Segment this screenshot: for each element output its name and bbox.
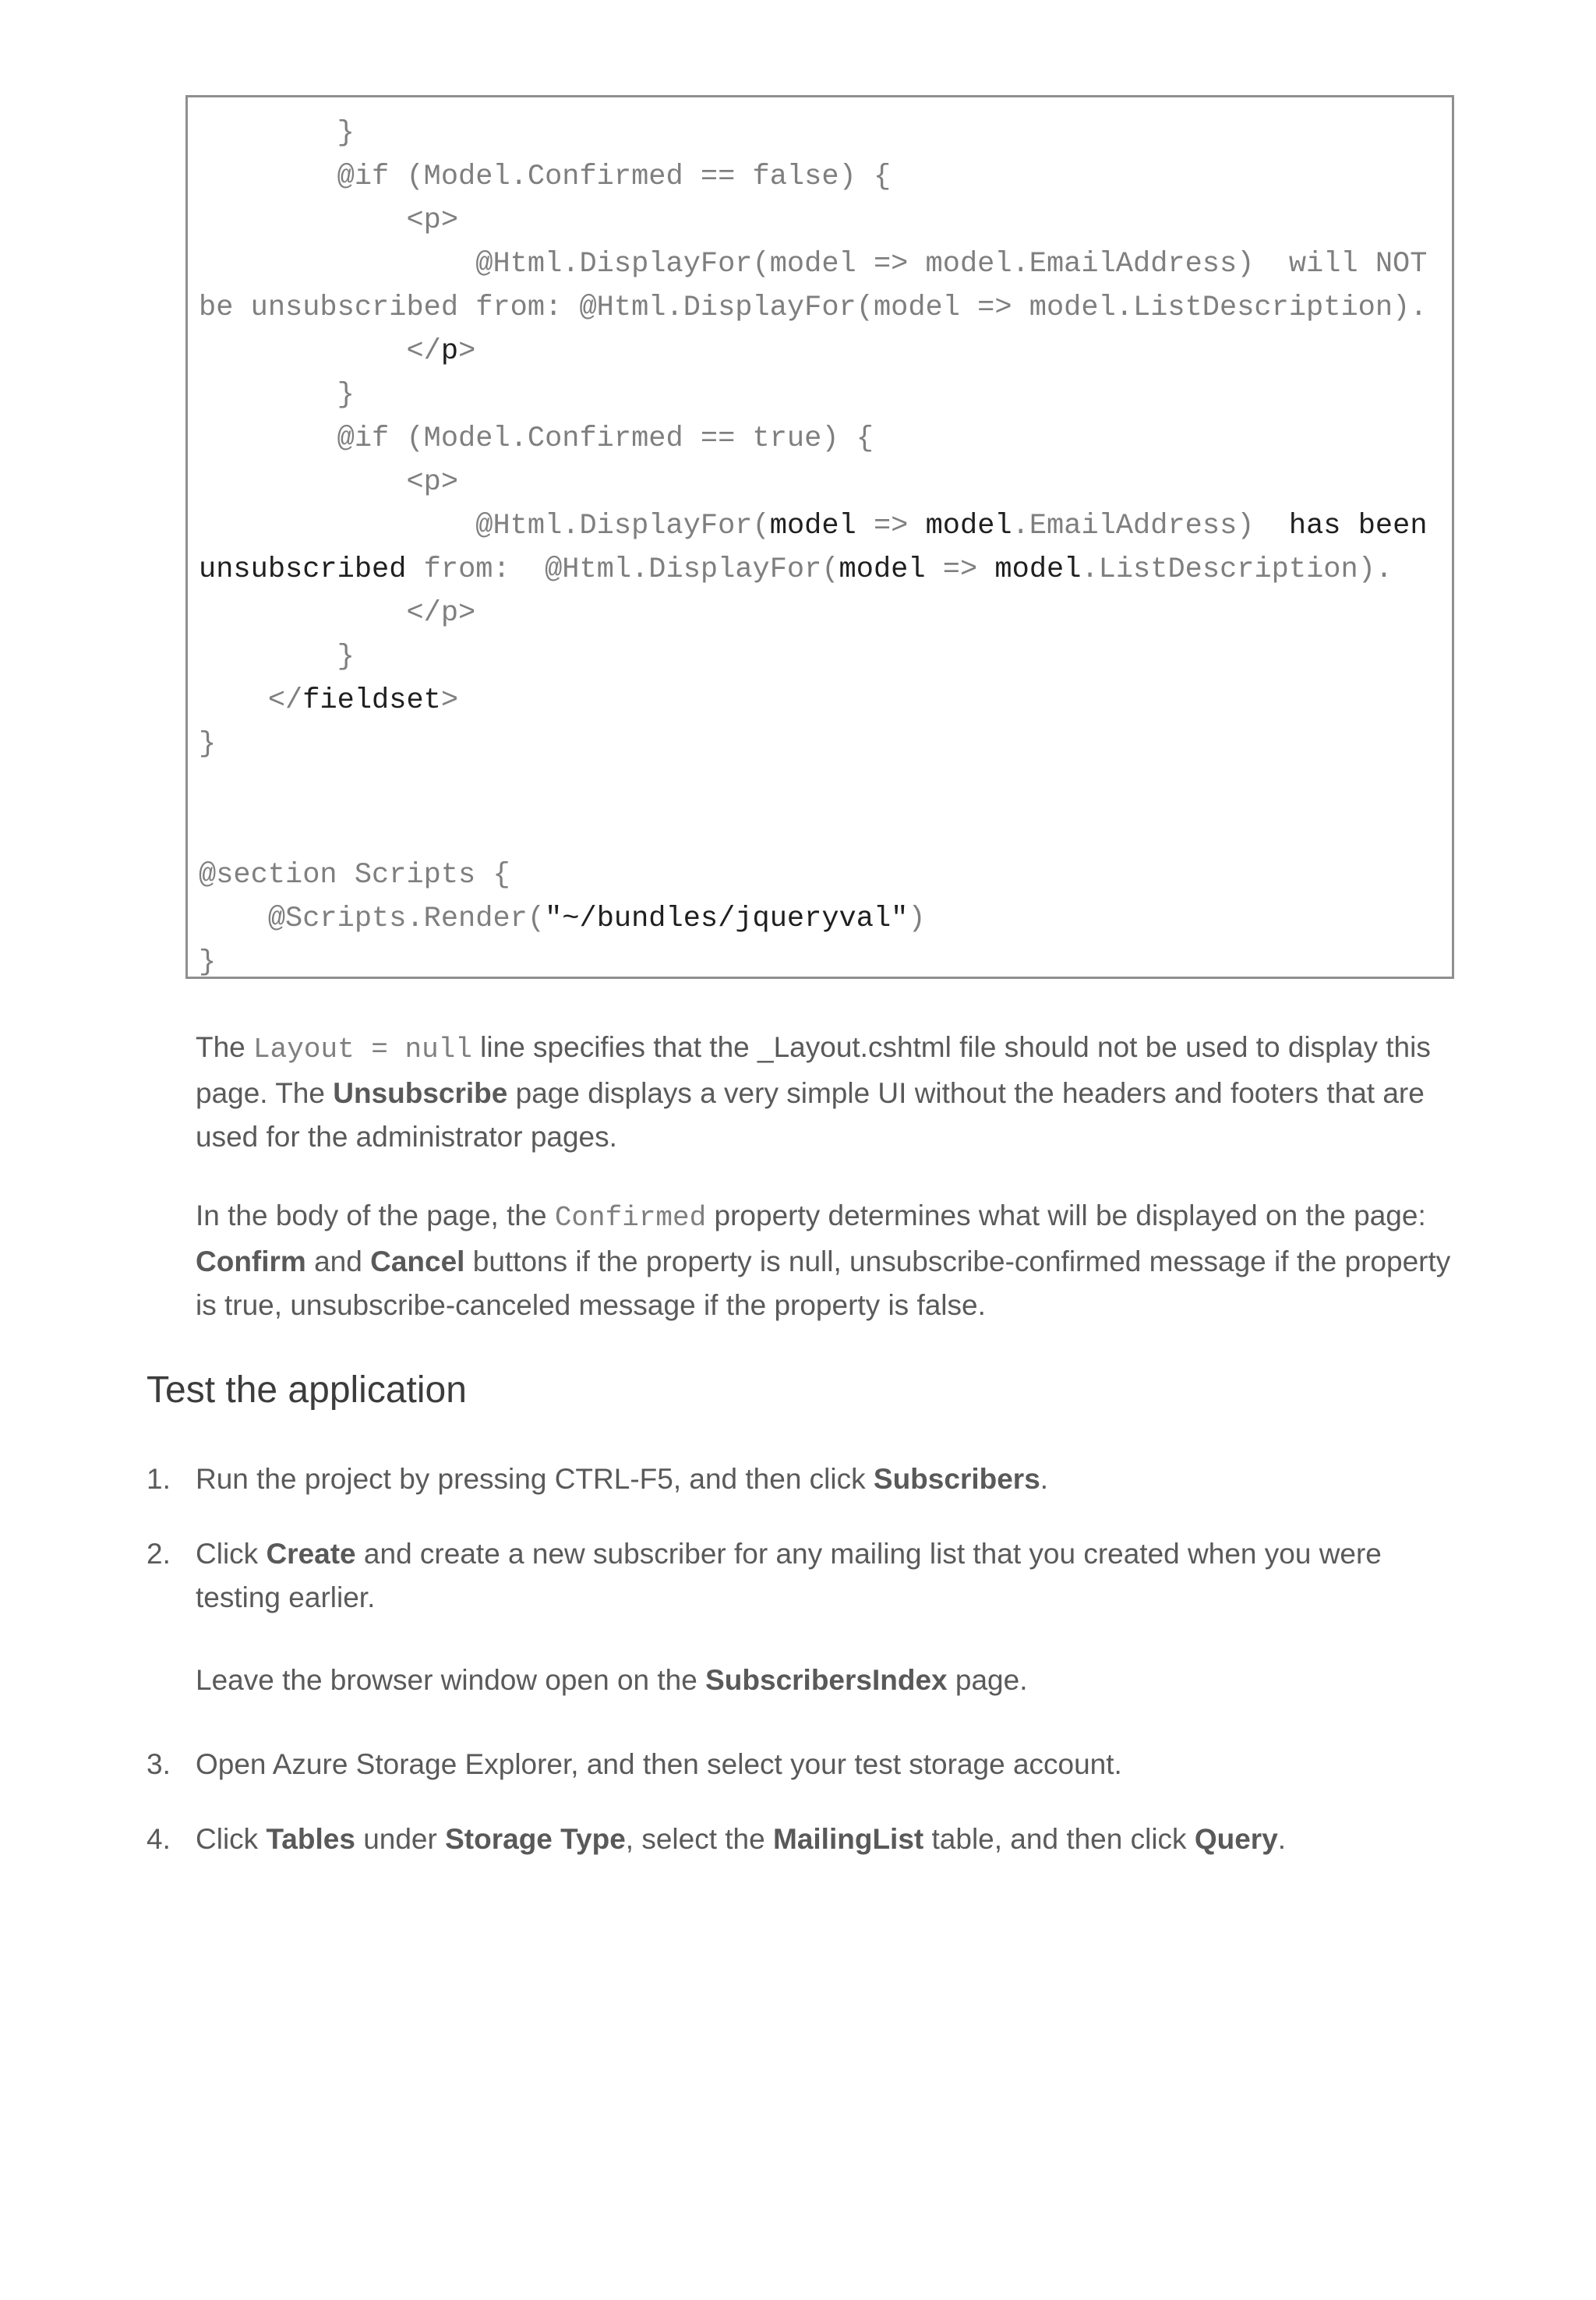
code-token: model: [839, 553, 926, 586]
code-token: }: [199, 117, 355, 150]
bold-text: Unsubscribe: [333, 1077, 508, 1109]
bold-text: Create: [266, 1538, 356, 1570]
text: property determines what will be displayed on the page:: [706, 1199, 1426, 1231]
code-token: from: @Html.DisplayFor(: [406, 553, 839, 586]
code-line: [199, 504, 1452, 548]
code-token: @Html.DisplayFor(: [199, 510, 770, 542]
text: page displays a very simple UI without the headers and footers that are used for the administrator pages.: [196, 1077, 1425, 1153]
text: page.: [947, 1664, 1028, 1696]
bold-text: Cancel: [370, 1245, 465, 1277]
code-token: </: [199, 335, 441, 368]
text: In the body of the page, the: [196, 1199, 555, 1231]
code-line: [199, 373, 1452, 417]
code-block: [185, 95, 1454, 979]
code-line: [199, 417, 1452, 461]
bold-text: Tables: [266, 1823, 355, 1855]
text: The: [196, 1031, 254, 1063]
code-line: [199, 766, 1452, 810]
code-token: ): [908, 903, 926, 935]
text: line specifies that the _Layout.cshtml file should not be used to display this page. The: [196, 1031, 1431, 1109]
code-token: be unsubscribed from: @Html.DisplayFor(model => model.ListDescription).: [199, 291, 1428, 324]
list-number: 2.: [147, 1538, 171, 1570]
bold-text: SubscribersIndex: [705, 1664, 948, 1696]
code-line: [199, 155, 1452, 199]
text: , select the: [625, 1823, 773, 1855]
code-line: [199, 461, 1452, 504]
code-line: [199, 897, 1452, 941]
code-line: [199, 286, 1452, 330]
code-token: .EmailAddress): [1012, 510, 1289, 542]
bold-text: Query: [1194, 1823, 1278, 1855]
code-line: [199, 592, 1452, 635]
paragraph-layout-null: [196, 1026, 1458, 1159]
code-token: has been: [1288, 510, 1428, 542]
code-token: }: [199, 641, 355, 673]
code-token: </p>: [199, 597, 476, 630]
code-token: }: [199, 946, 217, 979]
code-token: @Scripts.Render(: [199, 903, 546, 935]
code-line: [199, 723, 1452, 766]
inline-code: Layout = null: [253, 1033, 472, 1065]
text: buttons if the property is null, unsubscribe-confirmed message if the property is true, unsubscribe-canceled message if the property is false.: [196, 1245, 1451, 1321]
code-token: unsubscribed: [199, 553, 407, 586]
text: under: [355, 1823, 446, 1855]
code-line: [199, 199, 1452, 242]
bold-text: MailingList: [773, 1823, 924, 1855]
code-line: [199, 242, 1452, 286]
code-token: model: [769, 510, 856, 542]
code-token: </: [199, 684, 303, 717]
code-token: model: [925, 510, 1012, 542]
text: Click: [196, 1823, 267, 1855]
code-token: <p>: [199, 466, 459, 499]
text: .: [1040, 1463, 1049, 1495]
code-token: @Html.DisplayFor(model => model.EmailAddress) will NOT: [199, 248, 1428, 281]
text: Leave the browser window open on the: [196, 1664, 706, 1696]
text: .: [1277, 1823, 1287, 1855]
code-line: [199, 853, 1452, 897]
code-token: >: [440, 684, 459, 717]
text: Click: [196, 1538, 267, 1570]
code-token: .ListDescription).: [1081, 553, 1393, 586]
text: Run the project by pressing CTRL-F5, and then click: [196, 1463, 874, 1495]
code-line: [199, 635, 1452, 679]
code-line: [199, 810, 1452, 853]
text: and create a new subscriber for any mailing list that you created when you were testing earlier.: [196, 1538, 1382, 1613]
bold-text: Confirm: [196, 1245, 306, 1277]
list-number: 4.: [147, 1823, 171, 1855]
code-token: =>: [925, 553, 995, 586]
code-token: fieldset: [302, 684, 441, 717]
code-token: "~/bundles/jqueryval": [545, 903, 909, 935]
code-line: [199, 111, 1452, 155]
code-token: =>: [856, 510, 926, 542]
code-line: [199, 941, 1452, 984]
code-token: }: [199, 379, 355, 412]
code-token: @section Scripts {: [199, 859, 510, 892]
bold-text: Subscribers: [873, 1463, 1040, 1495]
code-token: model: [994, 553, 1082, 586]
code-token: <p>: [199, 204, 459, 237]
text: and: [305, 1245, 371, 1277]
code-line: [199, 330, 1452, 373]
paragraph-confirmed-property: [196, 1194, 1458, 1327]
code-token: p: [440, 335, 459, 368]
code-line: [199, 679, 1452, 723]
text: Open Azure Storage Explorer, and then select your test storage account.: [196, 1748, 1122, 1780]
code-token: }: [199, 728, 217, 761]
inline-code: Confirmed: [554, 1202, 707, 1234]
code-line: [199, 548, 1452, 592]
code-token: >: [458, 335, 476, 368]
list-number: 3.: [147, 1748, 171, 1780]
list-number: 1.: [147, 1463, 171, 1495]
text: table, and then click: [923, 1823, 1195, 1855]
bold-text: Storage Type: [445, 1823, 626, 1855]
code-token: @if (Model.Confirmed == true) {: [199, 422, 874, 455]
section-heading: Test the application: [147, 1369, 467, 1411]
code-token: @if (Model.Confirmed == false) {: [199, 161, 892, 193]
